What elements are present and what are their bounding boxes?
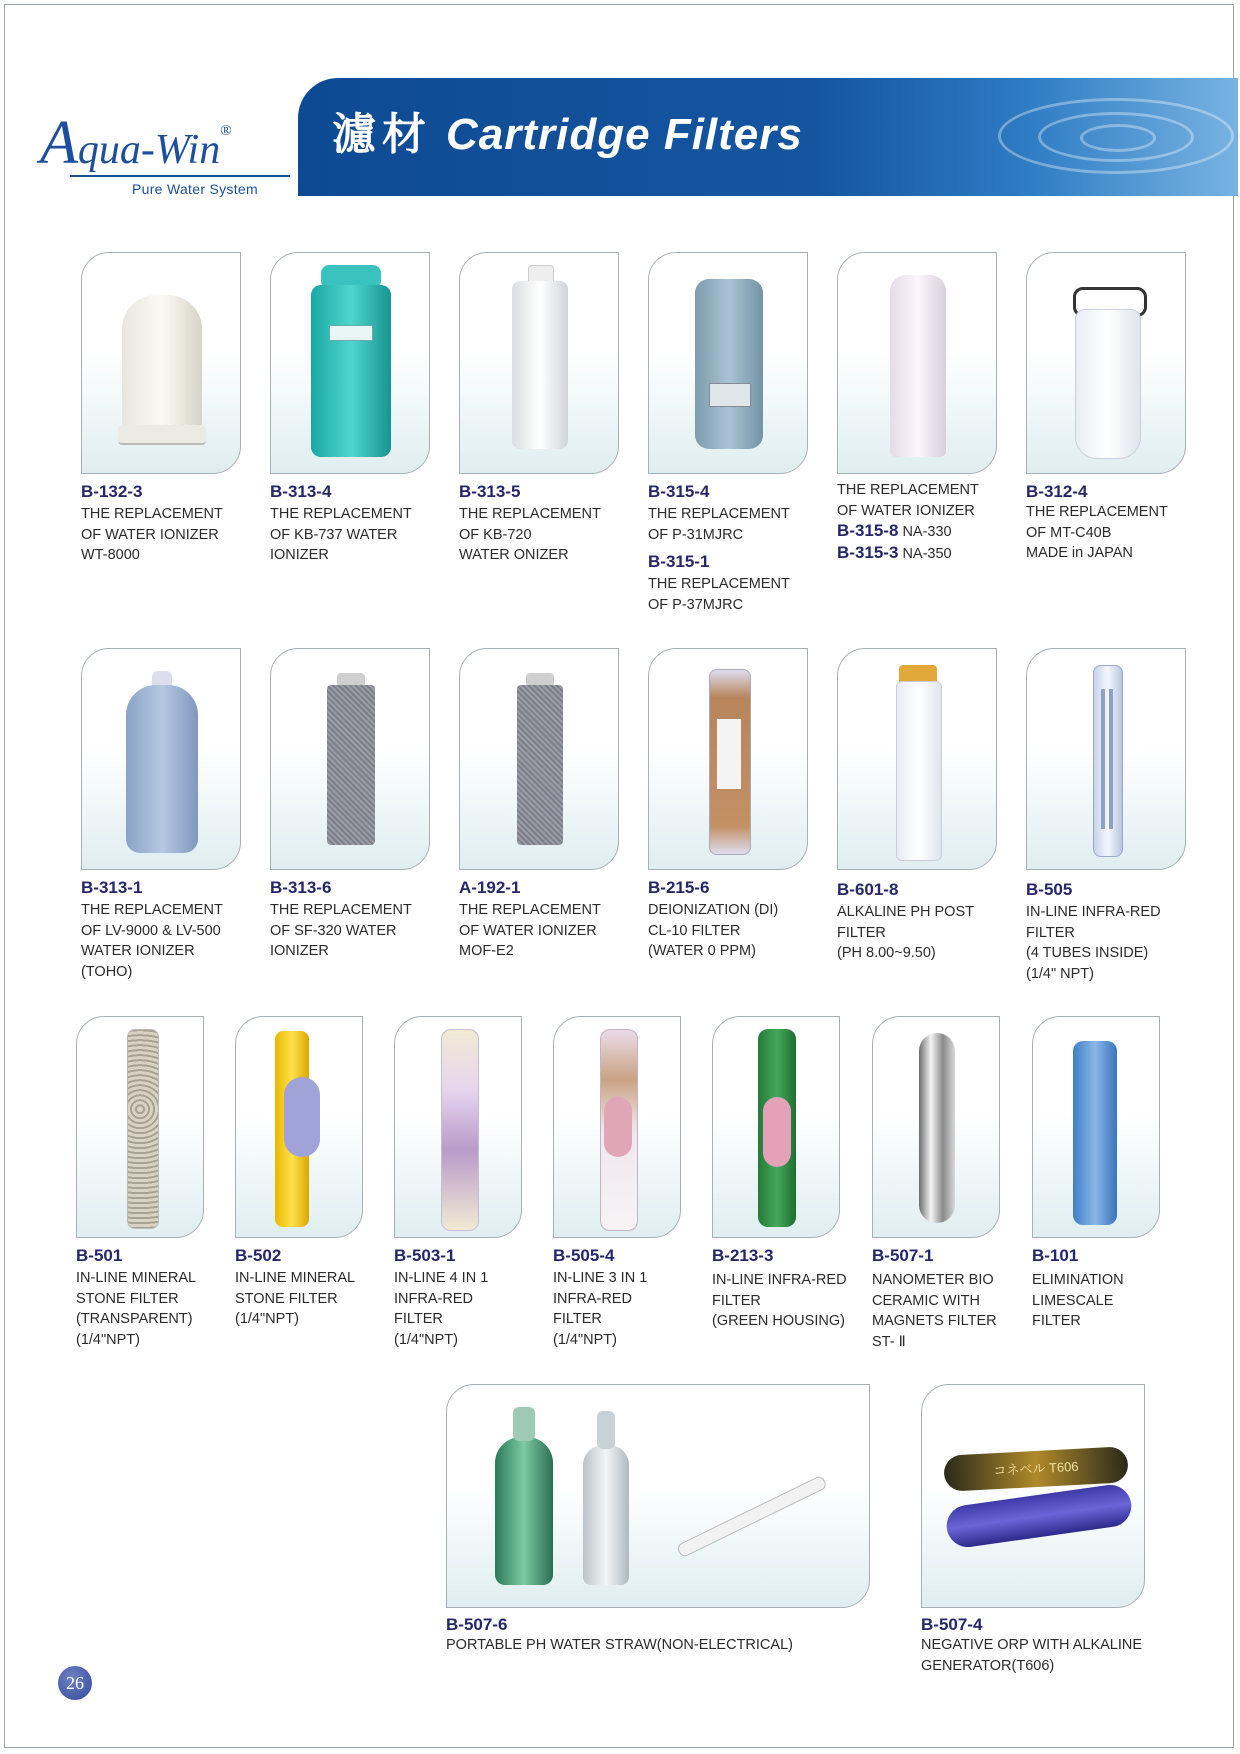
product-code: B-313-6 xyxy=(270,878,332,897)
product-code: B-313-1 xyxy=(81,878,143,897)
logo-tagline: Pure Water System xyxy=(132,181,258,197)
product-code: B-312-4 xyxy=(1026,482,1088,501)
cartridge-icon xyxy=(127,1029,159,1229)
product-code: B-601-8 xyxy=(837,880,899,899)
product-code: B-132-3 xyxy=(81,482,143,501)
product-code: B-213-3 xyxy=(712,1246,774,1265)
product-description: THE REPLACEMENT OF MT-C40B MADE in JAPAN xyxy=(1026,504,1168,561)
product-code: B-503-1 xyxy=(394,1246,456,1265)
product-code: B-215-6 xyxy=(648,878,710,897)
product-description: THE REPLACEMENT OF WATER IONIZER MOF-E2 xyxy=(459,902,601,959)
label-icon xyxy=(709,383,751,407)
product-image xyxy=(81,252,241,474)
product-description: IN-LINE 4 IN 1 INFRA-RED FILTER (1/4"NPT) xyxy=(394,1270,489,1348)
product-code: B-315-8 xyxy=(837,521,899,540)
product-description: DEIONIZATION (DI) CL-10 FILTER (WATER 0 PPM) xyxy=(648,902,779,959)
product-image xyxy=(648,252,808,474)
cartridge-icon xyxy=(327,685,375,845)
brand-logo xyxy=(40,108,290,197)
page-number: 26 xyxy=(58,1666,92,1700)
product-image xyxy=(1026,252,1186,474)
logo-text: qua-Win xyxy=(77,127,221,173)
product-description: ALKALINE PH POST FILTER (PH 8.00~9.50) xyxy=(837,904,974,961)
tube-icon xyxy=(1109,689,1113,829)
product-description: THE REPLACEMENT OF WATER IONIZER WT-8000 xyxy=(81,506,223,563)
product-image xyxy=(872,1016,1000,1238)
title-cjk: 濾材 xyxy=(332,110,432,159)
product-image xyxy=(459,252,619,474)
product-description: IN-LINE MINERAL STONE FILTER (1/4"NPT) xyxy=(235,1270,356,1327)
generator-tube-icon: コネベル T606 xyxy=(943,1446,1129,1492)
cartridge-icon xyxy=(695,279,763,449)
product-image xyxy=(446,1384,870,1608)
bottle-cap-icon xyxy=(597,1411,615,1449)
cartridge-base-icon xyxy=(118,425,206,445)
product-code: B-501 xyxy=(76,1246,123,1265)
product-code: B-507-6 xyxy=(446,1615,508,1634)
product-code: B-507-1 xyxy=(872,1246,934,1265)
product-description: NEGATIVE ORP WITH ALKALINE GENERATOR(T606) xyxy=(921,1637,1143,1674)
cartridge-icon xyxy=(512,281,568,449)
logo-wordmark xyxy=(40,108,290,177)
product-image xyxy=(837,252,997,474)
cartridge-icon xyxy=(126,685,198,853)
product-code: B-315-1 xyxy=(648,552,710,571)
bottle-cap-icon xyxy=(513,1407,535,1441)
product-description: THE REPLACEMENT OF KB-720 WATER ONIZER xyxy=(459,506,601,563)
cartridge-icon xyxy=(441,1029,479,1231)
product-image xyxy=(270,252,430,474)
product-code: B-502 xyxy=(235,1246,282,1265)
generator-tube-icon xyxy=(944,1482,1134,1549)
product-code: A-192-1 xyxy=(459,878,521,897)
cartridge-icon xyxy=(1073,1041,1117,1225)
product-image xyxy=(712,1016,840,1238)
product-description: IN-LINE MINERAL STONE FILTER (TRANSPARENT) (1/4"NPT) xyxy=(76,1270,197,1348)
product-image xyxy=(81,648,241,870)
straw-icon xyxy=(676,1475,828,1559)
product-code: B-315-4 xyxy=(648,482,710,501)
label-icon xyxy=(329,325,373,341)
product-image xyxy=(76,1016,204,1238)
bottle-icon xyxy=(583,1445,629,1585)
bottle-icon xyxy=(495,1437,553,1585)
cartridge-icon xyxy=(919,1033,955,1223)
cartridge-icon xyxy=(890,275,946,457)
product-code: B-505-4 xyxy=(553,1246,615,1265)
label-icon xyxy=(284,1077,320,1157)
product-code: B-507-4 xyxy=(921,1615,983,1634)
product-image xyxy=(459,648,619,870)
cartridge-icon xyxy=(122,295,202,431)
product-description: THE REPLACEMENT OF SF-320 WATER IONIZER xyxy=(270,902,412,959)
product-image xyxy=(648,648,808,870)
product-description: IN-LINE 3 IN 1 INFRA-RED FILTER (1/4"NPT) xyxy=(553,1270,648,1348)
product-image xyxy=(235,1016,363,1238)
product-image xyxy=(1026,648,1186,870)
cartridge-icon xyxy=(896,681,942,861)
product-description: THE REPLACEMENT OF KB-737 WATER IONIZER xyxy=(270,506,412,563)
product-description: IN-LINE INFRA-RED FILTER (GREEN HOUSING) xyxy=(712,1272,847,1329)
product-description: THE REPLACEMENT OF LV-9000 & LV-500 WATER IONIZER (TOHO) xyxy=(81,902,223,980)
product-image xyxy=(921,1384,1145,1608)
product-image xyxy=(553,1016,681,1238)
logo-initial: A xyxy=(40,109,78,177)
page-title xyxy=(332,100,803,170)
cartridge-icon xyxy=(1075,309,1141,459)
ripple-icon xyxy=(1080,124,1156,152)
product-description: IN-LINE INFRA-RED FILTER (4 TUBES INSIDE) (1/4" NPT) xyxy=(1026,904,1161,982)
product-description: THE REPLACEMENT OF P-37MJRC xyxy=(648,576,790,613)
logo-underline xyxy=(70,175,290,177)
label-icon xyxy=(604,1097,632,1157)
title-en: Cartridge Filters xyxy=(446,110,803,159)
header-banner xyxy=(298,78,1238,196)
label-icon xyxy=(763,1097,791,1167)
product-image xyxy=(1032,1016,1160,1238)
tube-icon xyxy=(1101,689,1105,829)
cartridge-icon xyxy=(311,285,391,457)
product-code: B-315-3 xyxy=(837,542,899,562)
product-code: B-313-5 xyxy=(459,482,521,501)
product-code: B-313-4 xyxy=(270,482,332,501)
registered-mark: ® xyxy=(220,123,232,139)
product-code: B-101 xyxy=(1032,1246,1079,1265)
product-description: NANOMETER BIO CERAMIC WITH MAGNETS FILTER ST- Ⅱ xyxy=(872,1272,997,1350)
product-code: B-505 xyxy=(1026,880,1073,899)
product-description: PORTABLE PH WATER STRAW(NON-ELECTRICAL) xyxy=(446,1637,793,1653)
product-image xyxy=(837,648,997,870)
product-image xyxy=(394,1016,522,1238)
cartridge-icon xyxy=(1093,665,1123,857)
product-description: THE REPLACEMENT OF P-31MJRC xyxy=(648,506,790,543)
product-description: THE REPLACEMENT OF WATER IONIZER B-315-8 NA-330 B-315-3 NA-350 xyxy=(837,482,979,562)
product-description: ELIMINATION LIMESCALE FILTER xyxy=(1032,1272,1124,1329)
cartridge-icon xyxy=(517,685,563,845)
product-image xyxy=(270,648,430,870)
label-icon xyxy=(717,719,741,789)
